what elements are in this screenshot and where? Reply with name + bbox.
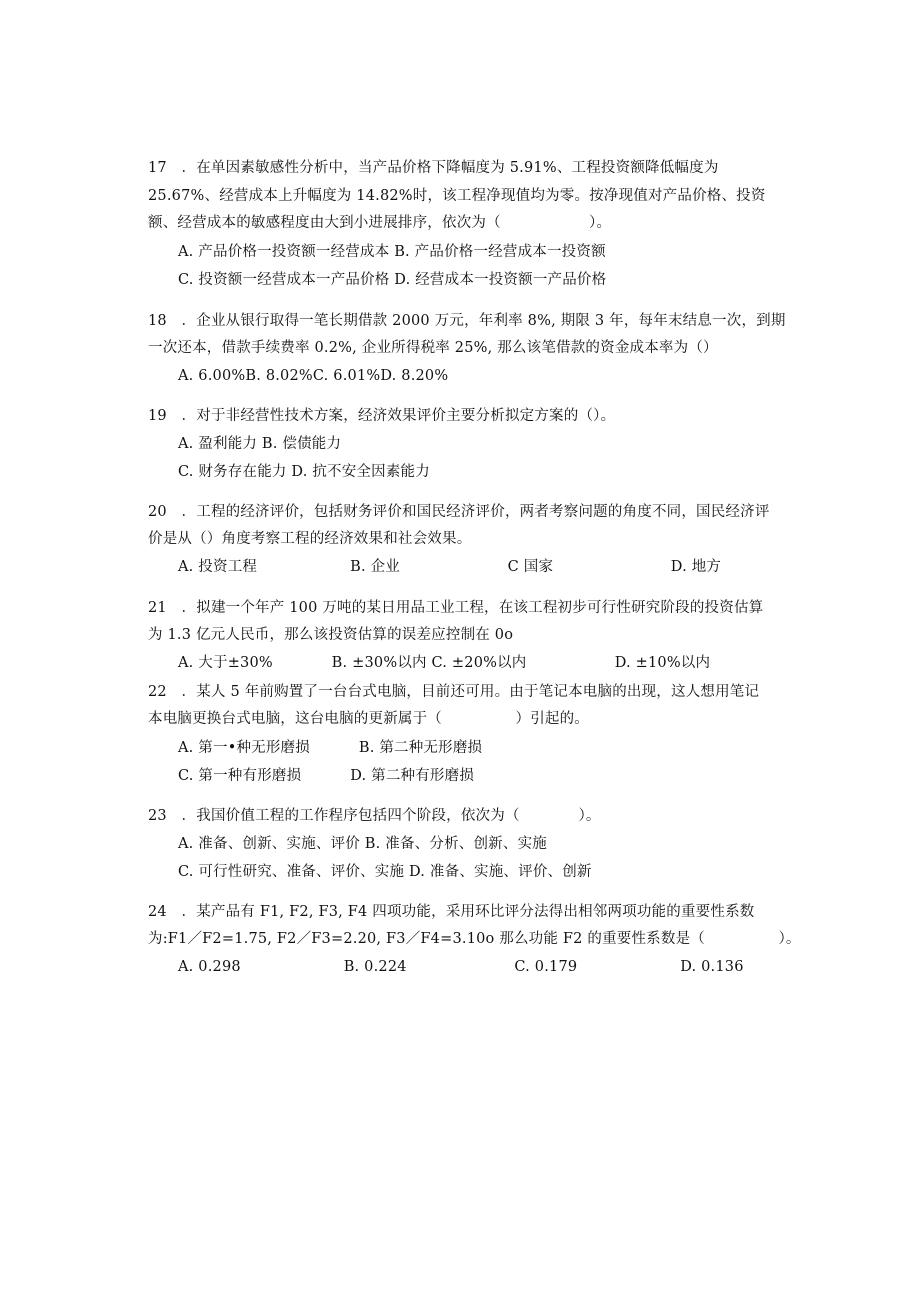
question-22-option-ab: A. 第一•种无形磨损 B. 第二种无形磨损	[178, 740, 483, 756]
question-19-option-ab: A. 盈利能力 B. 偿债能力	[178, 436, 342, 452]
question-23-line-1: 23 ．我国价值工程的工作程序包括四个阶段，依次为（ ）。	[148, 808, 601, 824]
question-20-options: A. 投资工程 B. 企业 C 国家 D. 地方	[178, 559, 722, 575]
question-23-option-ab: A. 准备、创新、实施、评价 B. 准备、分析、创新、实施	[178, 836, 547, 852]
question-18-line-1: 18 ．企业从银行取得一笔长期借款 2000 万元，年利率 8%, 期限 3 年，每年末结息一次，到期	[148, 313, 786, 329]
question-24-line-1: 24 ．某产品有 F1, F2, F3, F4 四项功能，采用环比评分法得出相邻两项功能的重要性系数	[148, 904, 755, 920]
question-22-line-2: 本电脑更换台式电脑，这台电脑的更新属于（ ）引起的。	[148, 711, 589, 727]
question-17-option-ab: A. 产品价格一投资额一经营成本 B. 产品价格一经营成本一投资额	[178, 244, 606, 260]
question-19-option-cd: C. 财务存在能力 D. 抗不安全因素能力	[178, 464, 430, 480]
question-20-line-2: 价是从（）角度考察工程的经济效果和社会效果。	[148, 531, 472, 547]
question-18-line-2: 一次还本，借款手续费率 0.2%, 企业所得税率 25%, 那么该笔借款的资金成本率为（）	[148, 340, 718, 356]
question-22-line-1: 22 ．某人 5 年前购置了一台台式电脑，目前还可用。由于笔记本电脑的出现，这人想用笔记	[148, 684, 760, 700]
question-17-line-2: 25.67%、经营成本上升幅度为 14.82%时，该工程净现值均为零。按净现值对产品价格、投资	[148, 188, 766, 204]
question-17-option-cd: C. 投资额一经营成本一产品价格 D. 经营成本一投资额一产品价格	[178, 272, 607, 288]
question-21-line-1: 21 ．拟建一个年产 100 万吨的某日用品工业工程，在该工程初步可行性研究阶段的投资估算	[148, 600, 764, 616]
question-21-options: A. 大于±30% B. ±30%以内 C. ±20%以内 D. ±10%以内	[178, 655, 711, 671]
question-24-options: A. 0.298 B. 0.224 C. 0.179 D. 0.136	[178, 959, 744, 975]
question-20-line-1: 20 ．工程的经济评价，包括财务评价和国民经济评价，两者考察问题的角度不同，国民经济评	[148, 504, 770, 520]
question-17-line-3: 额、经营成本的敏感程度由大到小进展排序，依次为（ ）。	[148, 215, 612, 231]
question-18-options: A. 6.00%B. 8.02%C. 6.01%D. 8.20%	[178, 368, 449, 384]
question-21-line-2: 为 1.3 亿元人民币，那么该投资估算的误差应控制在 0o	[148, 627, 514, 643]
question-24-line-2: 为:F1／F2=1.75, F2／F3=2.20, F3／F4=3.10o 那么功能 F2 的重要性系数是（ ）。	[148, 931, 801, 947]
question-19-line-1: 19 ．对于非经营性技术方案，经济效果评价主要分析拟定方案的（）。	[148, 408, 616, 424]
question-23-option-cd: C. 可行性研究、准备、评价、实施 D. 准备、实施、评价、创新	[178, 864, 592, 880]
question-22-option-cd: C. 第一种有形磨损 D. 第二种有形磨损	[178, 768, 475, 784]
question-17-line-1: 17 ．在单因素敏感性分析中，当产品价格下降幅度为 5.91%、工程投资额降低幅度为	[148, 160, 719, 176]
